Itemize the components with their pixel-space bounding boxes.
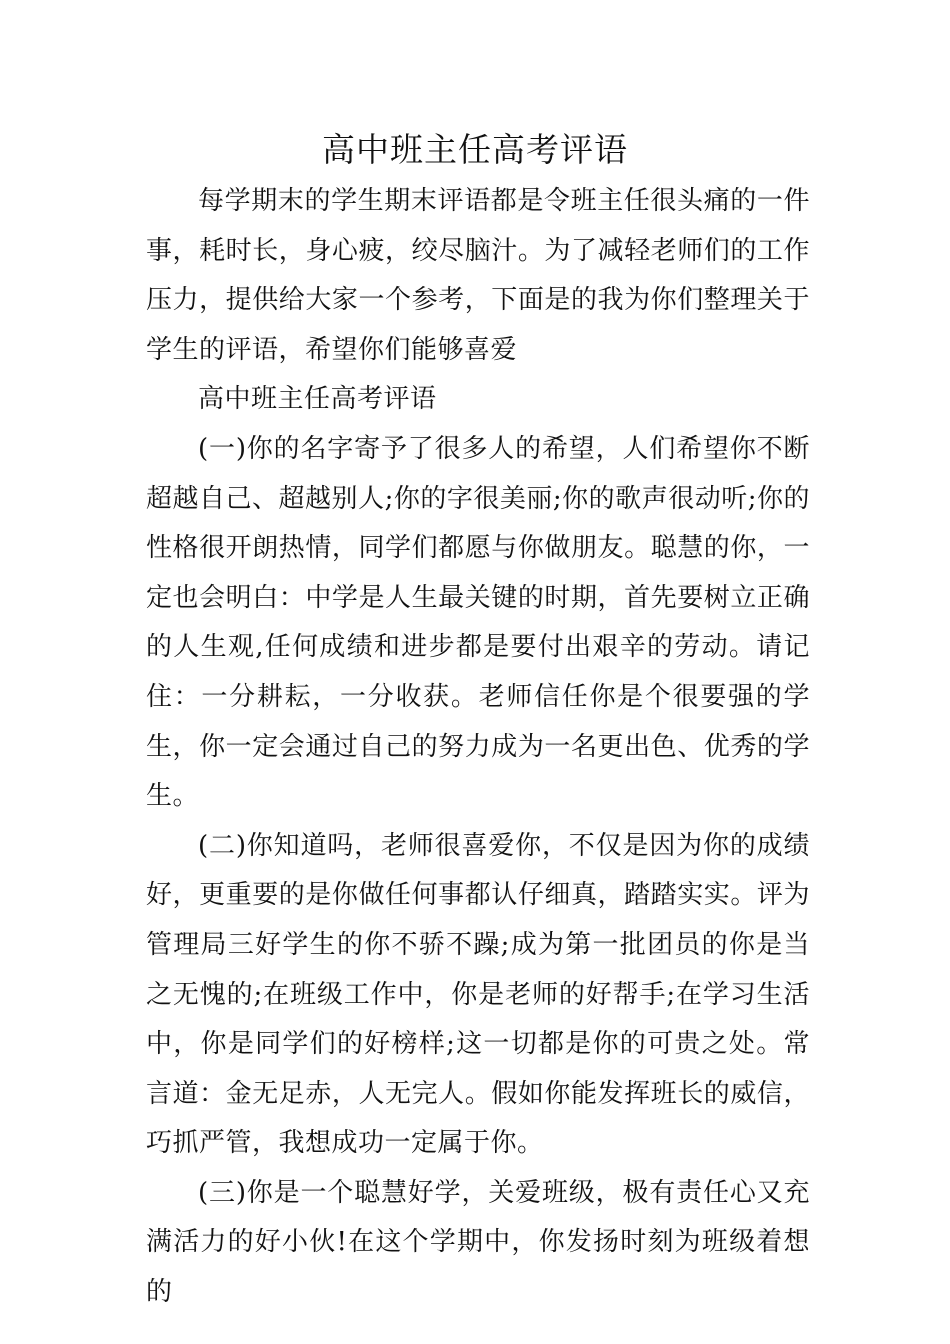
comment-paragraph-2: (二)你知道吗，老师很喜爱你，不仅是因为你的成绩好，更重要的是你做任何事都认仔细真，踏踏实实。评为管理局三好学生的你不骄不躁;成为第一批团员的你是当之无愧的;在班级工作中，你是老师的好帮手;在学习生活中，你是同学们的好榜样;这一切都是你的可贵之处。常言道：金无足赤，人无完人。假如你能发挥班长的威信，巧抓严管，我想成功一定属于你。 xyxy=(146,830,810,1159)
document-body xyxy=(146,177,810,1318)
comment-paragraph-3: (三)你是一个聪慧好学，关爱班级，极有责任心又充满活力的好小伙!在这个学期中，你发扬时刻为班级着想的 xyxy=(146,1177,810,1308)
document-title: 高中班主任高考评语 xyxy=(322,130,628,169)
comment-paragraph-1: (一)你的名字寄予了很多人的希望，人们希望你不断超越自己、超越别人;你的字很美丽;你的歌声很动听;你的性格很开朗热情，同学们都愿与你做朋友。聪慧的你，一定也会明白：中学是人生最关键的时期，首先要树立正确的人生观,任何成绩和进步都是要付出艰辛的劳动。请记住：一分耕耘，一分收获。老师信任你是个很要强的学生，你一定会通过自己的努力成为一名更出色、优秀的学生。 xyxy=(146,433,810,812)
section-heading: 高中班主任高考评语 xyxy=(198,384,437,415)
intro-paragraph: 每学期末的学生期末评语都是令班主任很头痛的一件事，耗时长，身心疲，绞尽脑汁。为了减轻老师们的工作压力，提供给大家一个参考，下面是的我为你们整理关于学生的评语，希望你们能够喜爱 xyxy=(146,186,810,365)
